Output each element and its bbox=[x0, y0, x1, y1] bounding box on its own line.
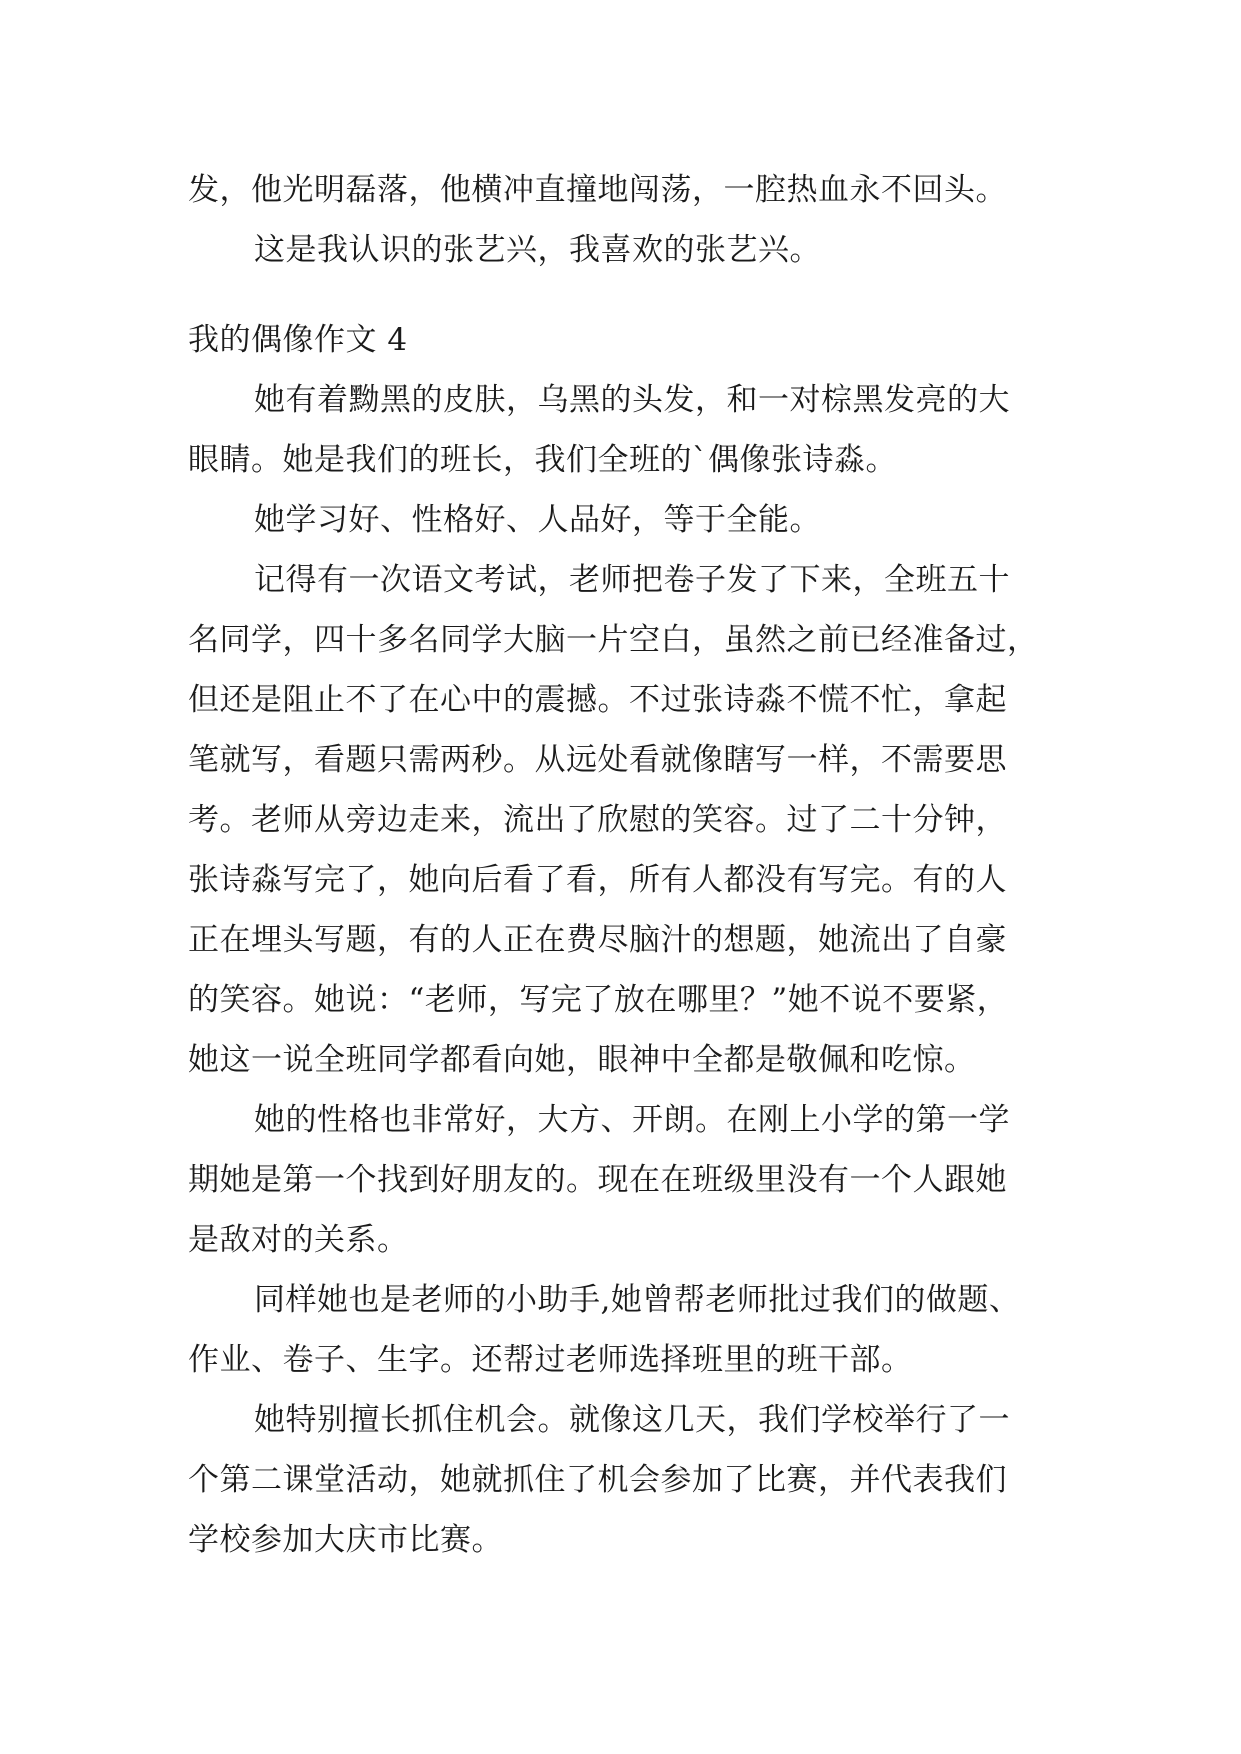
paragraph-line: 个第二课堂活动，她就抓住了机会参加了比赛，并代表我们 bbox=[188, 1462, 1007, 1498]
paragraph-line: 学校参加大庆市比赛。 bbox=[188, 1522, 503, 1558]
paragraph-line: 但还是阻止不了在心中的震撼。不过张诗淼不慌不忙，拿起 bbox=[188, 682, 1007, 718]
paragraph-line: 期她是第一个找到好朋友的。现在在班级里没有一个人跟她 bbox=[188, 1162, 1007, 1198]
paragraph-line: 她这一说全班同学都看向她，眼神中全都是敬佩和吃惊。 bbox=[188, 1042, 976, 1078]
paragraph-line: 考。老师从旁边走来，流出了欣慰的笑容。过了二十分钟， bbox=[188, 802, 1007, 838]
paragraph-line: 作业、卷子、生字。还帮过老师选择班里的班干部。 bbox=[188, 1342, 913, 1378]
section-title: 我的偶像作文 4 bbox=[188, 322, 408, 358]
paragraph-line: 笔就写，看题只需两秒。从远处看就像瞎写一样，不需要思 bbox=[188, 742, 1007, 778]
paragraph-line: 张诗淼写完了，她向后看了看，所有人都没有写完。有的人 bbox=[188, 862, 1007, 898]
paragraph-line: 眼睛。她是我们的班长，我们全班的`偶像张诗淼。 bbox=[188, 442, 897, 478]
paragraph-line: 是敌对的关系。 bbox=[188, 1222, 409, 1258]
paragraph-line: 她的性格也非常好，大方、开朗。在刚上小学的第一学 bbox=[254, 1102, 1010, 1138]
paragraph-line: 正在埋头写题，有的人正在费尽脑汁的想题，她流出了自豪 bbox=[188, 922, 1007, 958]
paragraph-line: 记得有一次语文考试，老师把卷子发了下来，全班五十 bbox=[254, 562, 1010, 598]
paragraph-line: 名同学，四十多名同学大脑一片空白，虽然之前已经准备过， bbox=[188, 622, 1039, 658]
document-body bbox=[188, 160, 1058, 1570]
paragraph-line: 她特别擅长抓住机会。就像这几天，我们学校举行了一 bbox=[254, 1402, 1010, 1438]
paragraph-line: 这是我认识的张艺兴，我喜欢的张艺兴。 bbox=[254, 232, 821, 268]
paragraph-line: 她有着黝黑的皮肤，乌黑的头发，和一对棕黑发亮的大 bbox=[254, 382, 1010, 418]
paragraph-line: 同样她也是老师的小助手,她曾帮老师批过我们的做题、 bbox=[254, 1282, 1021, 1318]
paragraph-line: 发，他光明磊落，他横冲直撞地闯荡，一腔热血永不回头。 bbox=[188, 172, 1007, 208]
paragraph-line: 的笑容。她说：“老师，写完了放在哪里？”她不说不要紧， bbox=[188, 982, 1009, 1018]
section-spacer bbox=[188, 280, 1058, 310]
paragraph-line: 她学习好、性格好、人品好，等于全能。 bbox=[254, 502, 821, 538]
